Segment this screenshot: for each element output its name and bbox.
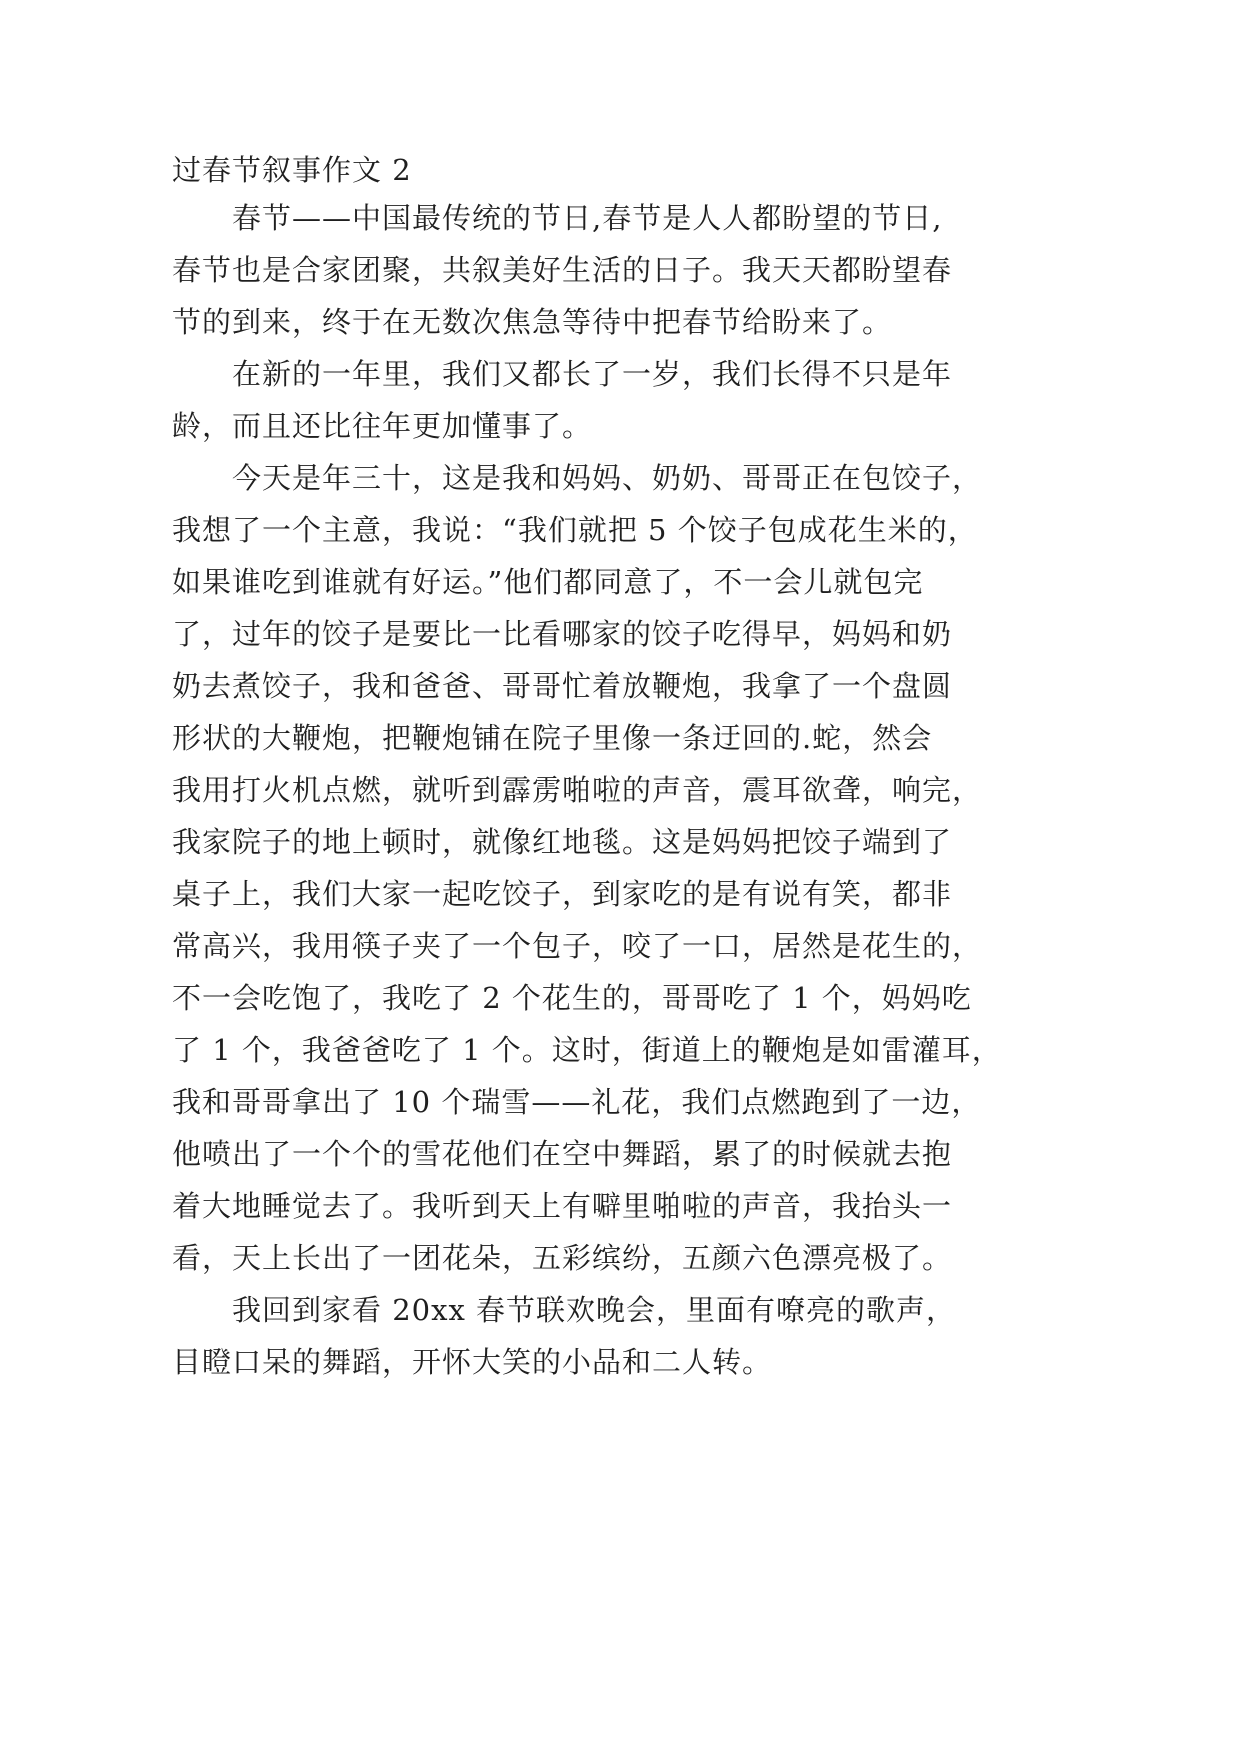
paragraph-4 [172,1284,1172,1388]
paragraph-line: 目瞪口呆的舞蹈，开怀大笑的小品和二人转。 [172,1345,773,1379]
paragraph-line: 我回到家看 20xx 春节联欢晚会，里面有嘹亮的歌声， [232,1293,957,1327]
paragraph-line: 龄，而且还比往年更加懂事了。 [172,409,593,443]
paragraph-line: 春节也是合家团聚，共叙美好生活的日子。我天天都盼望春 [172,253,953,287]
paragraph-line: 节的到来，终于在无数次焦急等待中把春节给盼来了。 [172,305,893,339]
paragraph-line: 我家院子的地上顿时，就像红地毯。这是妈妈把饺子端到了 [172,825,953,859]
paragraph-line: 我用打火机点燃，就听到霹雳啪啦的声音，震耳欲聋，响完， [172,773,983,807]
paragraph-line: 不一会吃饱了，我吃了 2 个花生的，哥哥吃了 1 个，妈妈吃 [172,981,972,1015]
document-body [172,192,1172,1388]
paragraph-line: 我和哥哥拿出了 10 个瑞雪——礼花，我们点燃跑到了一边， [172,1085,982,1119]
paragraph-3 [172,452,1172,1284]
paragraph-line: 常高兴，我用筷子夹了一个包子，咬了一口，居然是花生的， [172,929,983,963]
paragraph-line: 了 1 个，我爸爸吃了 1 个。这时，街道上的鞭炮是如雷灌耳， [172,1033,1002,1067]
paragraph-line: 奶去煮饺子，我和爸爸、哥哥忙着放鞭炮，我拿了一个盘圆 [172,669,953,703]
paragraph-line: 了，过年的饺子是要比一比看哪家的饺子吃得早，妈妈和奶 [172,617,953,651]
paragraph-line: 看，天上长出了一团花朵，五彩缤纷，五颜六色漂亮极了。 [172,1241,953,1275]
document-title: 过春节叙事作文 2 [172,153,412,187]
paragraph-line: 在新的一年里，我们又都长了一岁，我们长得不只是年 [232,357,953,391]
paragraph-1 [172,192,1172,348]
paragraph-line: 桌子上，我们大家一起吃饺子，到家吃的是有说有笑，都非 [172,877,953,911]
paragraph-line: 今天是年三十，这是我和妈妈、奶奶、哥哥正在包饺子， [232,461,983,495]
paragraph-line: 着大地睡觉去了。我听到天上有噼里啪啦的声音，我抬头一 [172,1189,953,1223]
paragraph-line: 如果谁吃到谁就有好运。”他们都同意了，不一会儿就包完 [172,565,924,599]
paragraph-line: 春节——中国最传统的节日,春节是人人都盼望的节日, [232,201,943,235]
paragraph-line: 他喷出了一个个的雪花他们在空中舞蹈，累了的时候就去抱 [172,1137,953,1171]
paragraph-2 [172,348,1172,452]
paragraph-line: 我想了一个主意，我说：“我们就把 5 个饺子包成花生米的， [172,513,978,547]
paragraph-line: 形状的大鞭炮，把鞭炮铺在院子里像一条迂回的.蛇，然会 [172,721,933,755]
